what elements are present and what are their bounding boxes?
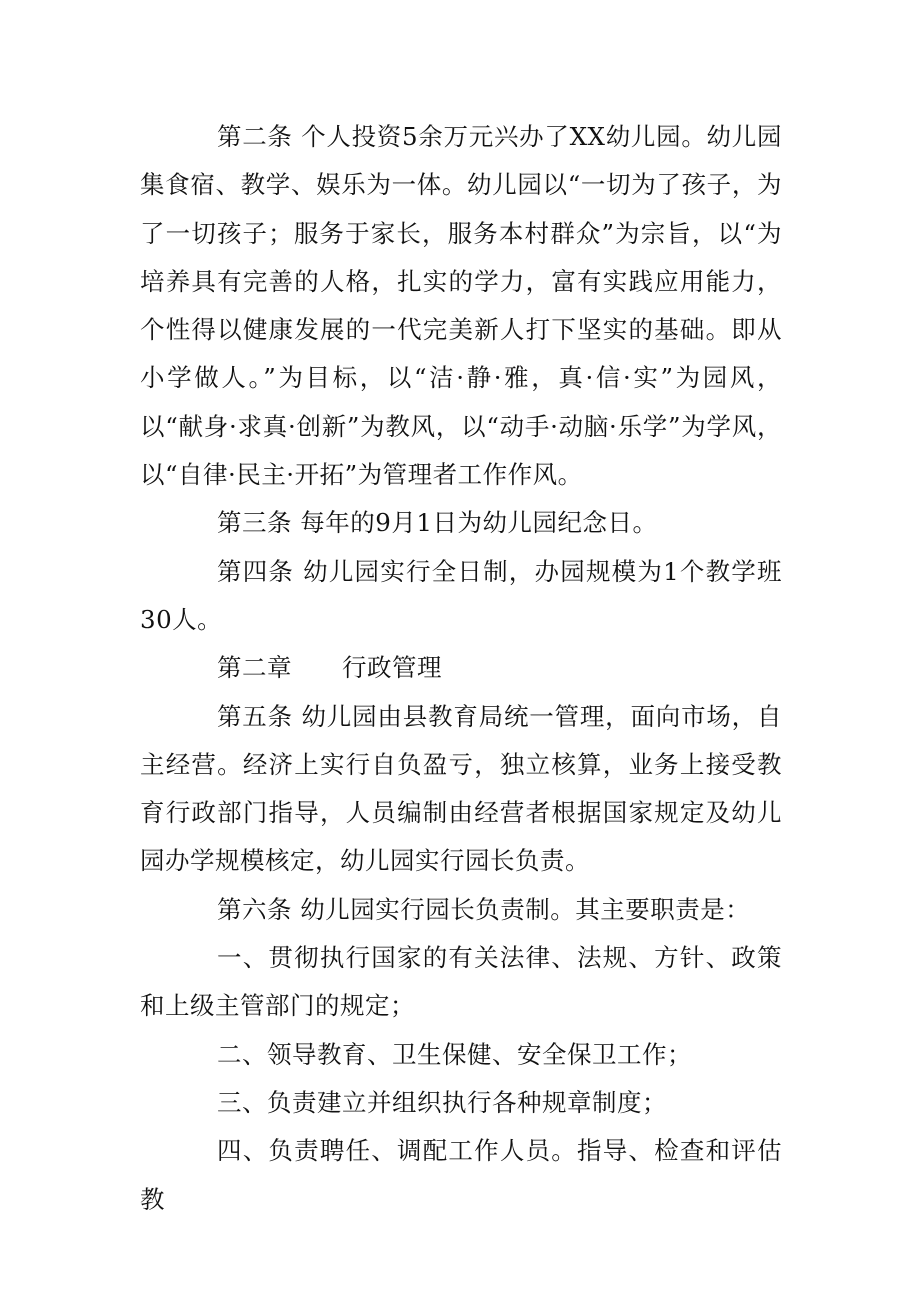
document-body — [140, 113, 782, 1224]
article-6-paragraph: 第六条 幼儿园实行园长负责制。其主要职责是： — [217, 894, 751, 924]
article-2-paragraph: 第二条 个人投资5余万元兴办了XX幼儿园。幼儿园集食宿、教学、娱乐为一体。幼儿园以“一切为了孩子，为了一切孩子；服务于家长，服务本村群众”为宗旨，以“为培养具有完善的人格，扎实的学力，富有实践应用能力，个性得以健康发展的一代完美新人打下坚实的基础。即从小学做人。”为目标，以“洁·静·雅，真·信·实”为园风，以“献身·求真·创新”为教风，以“动手·动脑·乐学”为学风，以“自律·民主·开拓”为管理者工作作风。 — [140, 122, 782, 490]
duty-item-3: 三、负责建立并组织执行各种规章制度； — [217, 1087, 667, 1117]
duty-item-1: 一、贯彻执行国家的有关法律、法规、方针、政策和上级主管部门的规定； — [140, 943, 782, 1021]
article-3-paragraph: 第三条 每年的9月1日为幼儿园纪念日。 — [217, 508, 658, 538]
duty-item-2: 二、领导教育、卫生保健、安全保卫工作； — [217, 1039, 692, 1069]
article-5-paragraph: 第五条 幼儿园由县教育局统一管理，面向市场，自主经营。经济上实行自负盈亏，独立核算，业务上接受教育行政部门指导，人员编制由经营者根据国家规定及幼儿园办学规模核定，幼儿园实行园长负责。 — [140, 701, 782, 876]
article-4-paragraph: 第四条 幼儿园实行全日制，办园规模为1个教学班30人。 — [140, 556, 782, 634]
chapter-2-heading: 第二章 行政管理 — [217, 653, 442, 683]
duty-item-4: 四、负责聘任、调配工作人员。指导、检查和评估教 — [140, 1136, 782, 1214]
